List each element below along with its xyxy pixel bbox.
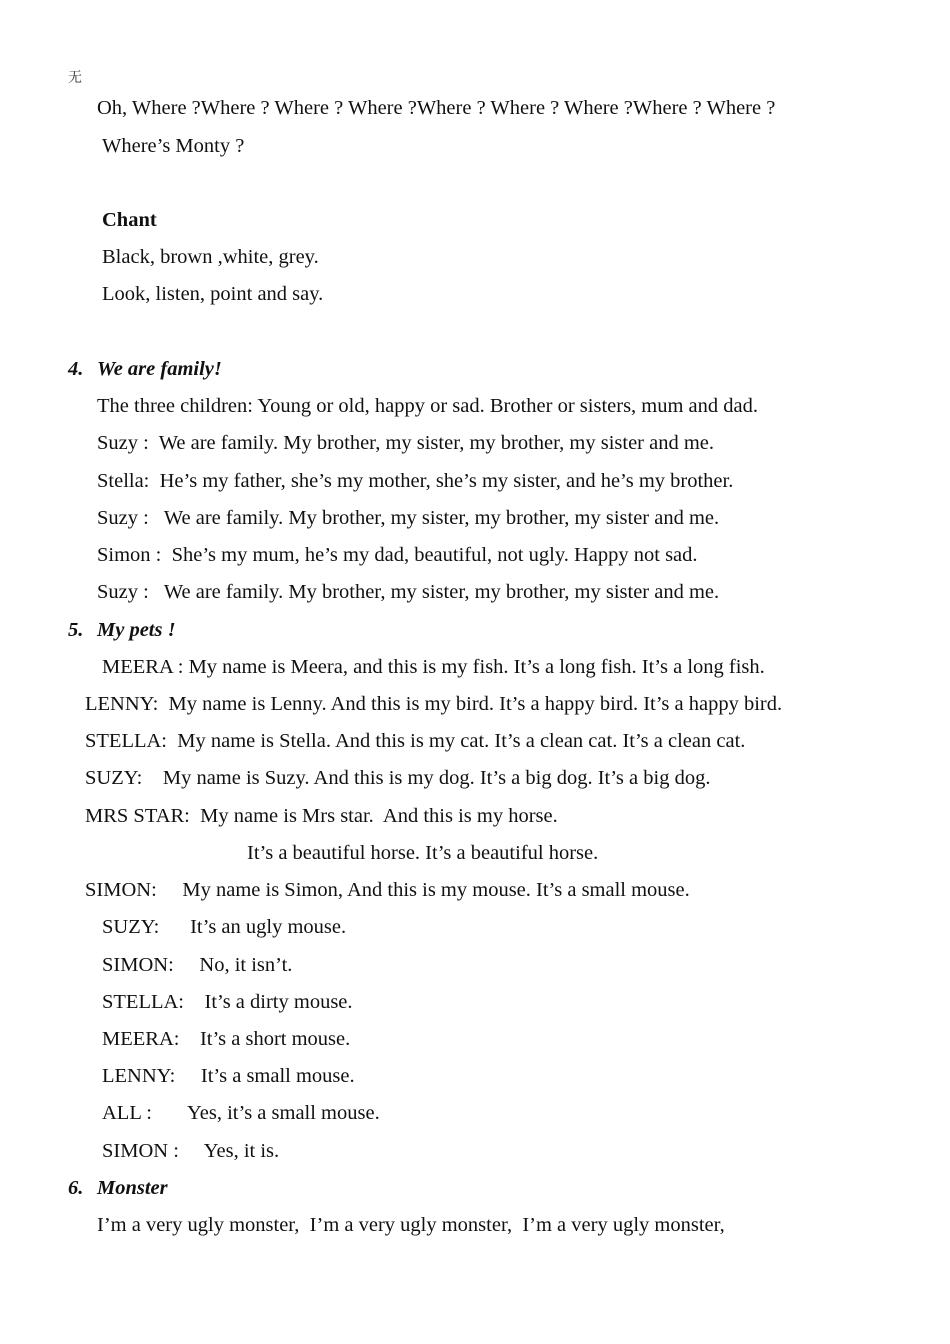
section-6-number: 6.	[68, 1177, 84, 1199]
chant-line-2: Look, listen, point and say.	[102, 283, 324, 305]
section-5-line: STELLA: My name is Stella. And this is my cat. It’s a clean cat. It’s a clean cat.	[85, 730, 746, 752]
section-4-line: Suzy : We are family. My brother, my sister, my brother, my sister and me.	[97, 581, 720, 603]
section-5-title: My pets !	[97, 619, 176, 641]
section-5-line: MRS STAR: My name is Mrs star. And this is my horse.	[85, 805, 558, 827]
section-5-line: SIMON: No, it isn’t.	[102, 954, 293, 976]
section-6-line: I’m a very ugly monster, I’m a very ugly monster, I’m a very ugly monster,	[97, 1214, 725, 1236]
section-4-line: The three children: Young or old, happy or sad. Brother or sisters, mum and dad.	[97, 395, 759, 417]
section-5-line: LENNY: My name is Lenny. And this is my bird. It’s a happy bird. It’s a happy bird.	[85, 693, 783, 715]
section-5-number: 5.	[68, 619, 84, 641]
section-5-line: LENNY: It’s a small mouse.	[102, 1065, 355, 1087]
section-4-title: We are family!	[97, 358, 222, 380]
section-5-line: MEERA: It’s a short mouse.	[102, 1028, 351, 1050]
section-5-line: MEERA : My name is Meera, and this is my fish. It’s a long fish. It’s a long fish.	[102, 656, 765, 678]
section-5-line: STELLA: It’s a dirty mouse.	[102, 991, 353, 1013]
header-mark: 无	[68, 70, 82, 86]
chant-title: Chant	[102, 209, 157, 231]
section-4-line: Suzy : We are family. My brother, my sister, my brother, my sister and me.	[97, 432, 715, 454]
chant-line-1: Black, brown ,white, grey.	[102, 246, 319, 268]
section-5-line: It’s a beautiful horse. It’s a beautiful horse.	[247, 842, 599, 864]
section-5-line: SUZY: My name is Suzy. And this is my dog. It’s a big dog. It’s a big dog.	[85, 767, 711, 789]
section-5-line: ALL : Yes, it’s a small mouse.	[102, 1102, 380, 1124]
section-4-line: Simon : She’s my mum, he’s my dad, beautiful, not ugly. Happy not sad.	[97, 544, 698, 566]
section-5-line: SUZY: It’s an ugly mouse.	[102, 916, 347, 938]
section-5-line: SIMON: My name is Simon, And this is my mouse. It’s a small mouse.	[85, 879, 690, 901]
section-4-line: Stella: He’s my father, she’s my mother, she’s my sister, and he’s my brother.	[97, 470, 734, 492]
section-4-line: Suzy : We are family. My brother, my sister, my brother, my sister and me.	[97, 507, 720, 529]
where-line-2: Where’s Monty ?	[102, 135, 245, 157]
where-line-1: Oh, Where ?Where ? Where ? Where ?Where ? Where ? Where ?Where ? Where ?	[97, 97, 776, 119]
section-5-line: SIMON : Yes, it is.	[102, 1140, 280, 1162]
section-6-title: Monster	[97, 1177, 168, 1199]
section-4-number: 4.	[68, 358, 84, 380]
